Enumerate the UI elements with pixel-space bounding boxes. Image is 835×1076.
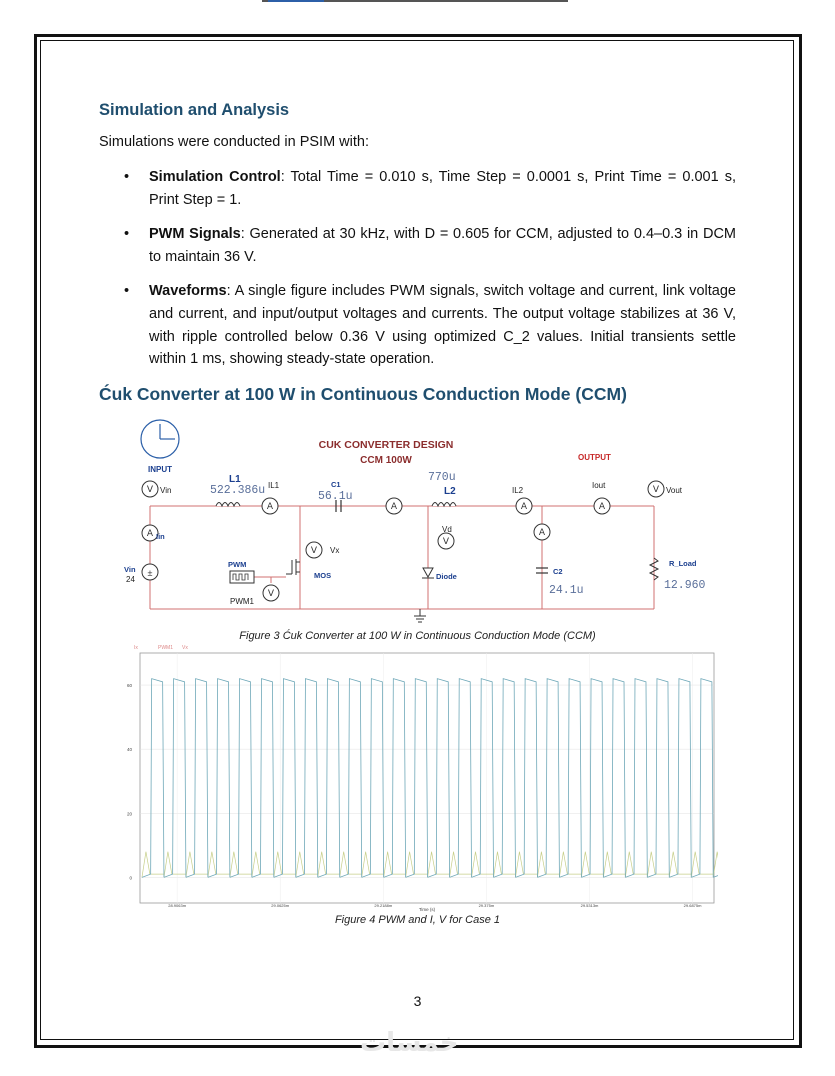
svg-text:A: A [146,529,154,539]
svg-text:PWM1: PWM1 [230,597,254,606]
svg-text:522.386u: 522.386u [210,484,266,497]
figure-caption: Figure 4 PWM and I, V for Case 1 [334,914,501,926]
legend-entry: Vx [182,645,188,651]
svg-text:PWM: PWM [228,560,247,569]
watermark: خمسات [360,1028,459,1058]
section-heading: Simulation and Analysis [99,101,290,119]
svg-text:24: 24 [126,575,135,584]
svg-text:A: A [266,502,274,512]
legend-entry: Ix [134,645,138,651]
svg-text:A: A [390,502,398,512]
svg-text:A: A [598,502,606,512]
cuk-schematic [120,418,720,628]
diode-symbol [422,568,434,578]
svg-text:IL2: IL2 [512,486,524,495]
bullet-term: Simulation Control [149,169,281,185]
ground-icon [414,609,426,622]
intro-text: Simulations were conducted in PSIM with: [99,134,369,150]
svg-text:Iout: Iout [592,481,606,490]
schematic-title: CUK CONVERTER DESIGN [318,439,454,451]
y-tick-label: 40 [126,747,132,753]
svg-text:Vout: Vout [666,486,683,495]
svg-text:770u: 770u [428,471,456,484]
dc-source [142,564,158,580]
x-tick-label: 29.6875m [683,903,702,908]
svg-text:MOS: MOS [314,571,332,580]
svg-text:C2: C2 [553,567,563,576]
svg-text:R_Load: R_Load [669,559,697,568]
svg-text:L2: L2 [444,486,456,497]
svg-text:V: V [442,537,450,547]
svg-text:Vx: Vx [330,546,340,555]
svg-text:C1: C1 [331,480,341,489]
svg-text:Diode: Diode [436,572,457,581]
svg-text:V: V [652,485,660,495]
x-tick-label: 28.9063m [168,903,187,908]
svg-text:Vin: Vin [124,565,136,574]
x-tick-label: 29.2188m [374,903,393,908]
bullet-text: : A single figure includes PWM signals, switch voltage and current, link voltage and current, and input/output voltages and currents. The output voltage stabilizes at 36 V, with ripple controlled below 0.36 V using optimized C_2 values. Initial transients settle within 1 ms, showing steady-state operation. [149,283,736,368]
bullet-list [124,166,736,383]
svg-text:V: V [146,485,154,495]
schematic-subtitle: CCM 100W [360,455,412,466]
svg-text:24.1u: 24.1u [549,584,584,597]
waveform-chart [118,643,718,913]
inductor-l2 [432,503,456,507]
bullet-term: PWM Signals [149,226,241,243]
y-tick-label: 0 [129,875,132,881]
page-number: 3 [413,993,422,1009]
svg-text:V: V [267,589,275,599]
svg-text:A: A [538,528,546,538]
legend-entry: PWM1 [158,645,173,651]
svg-text:V: V [310,546,318,556]
x-tick-label: 29.5313m [580,903,599,908]
bullet-text: : Generated at 30 kHz, with D = 0.605 for CCM, adjusted to 0.4–0.3 in DCM to maintain 36 V. [149,226,736,265]
subsection-heading: Ćuk Converter at 100 W in Continuous Conduction Mode (CCM) [99,384,627,404]
x-tick-label: 29.375m [478,903,495,908]
inductor-l1 [216,503,240,507]
svg-text:IL1: IL1 [268,481,280,490]
svg-text:A: A [520,502,528,512]
svg-text:Vin: Vin [160,486,172,495]
bullet-term: Waveforms [149,283,227,300]
svg-text:12.960: 12.960 [664,579,706,592]
x-axis-label: Time (s) [418,907,436,912]
list-item [124,280,736,370]
y-tick-label: 60 [126,683,132,689]
svg-text:L1: L1 [229,474,241,485]
x-tick-label: 29.0625m [271,903,290,908]
list-item [124,223,736,268]
list-item [124,166,736,211]
output-label: OUTPUT [578,453,611,462]
pwm-source [230,571,254,583]
clock-icon [141,420,179,458]
svg-text:Vd: Vd [442,525,452,534]
bullet-text: : Total Time = 0.010 s, Time Step = 0.0001 s, Print Time = 0.001 s, Print Step = 1. [149,169,737,208]
figure-caption: Figure 3 Ćuk Converter at 100 W in Continuous Conduction Mode (CCM) [239,630,596,642]
svg-text:Iin: Iin [156,532,165,541]
mosfet-symbol [286,559,300,575]
input-label: INPUT [148,465,172,474]
y-tick-label: 20 [126,811,132,817]
svg-text:56.1u: 56.1u [318,490,353,503]
svg-text:±: ± [147,568,153,578]
